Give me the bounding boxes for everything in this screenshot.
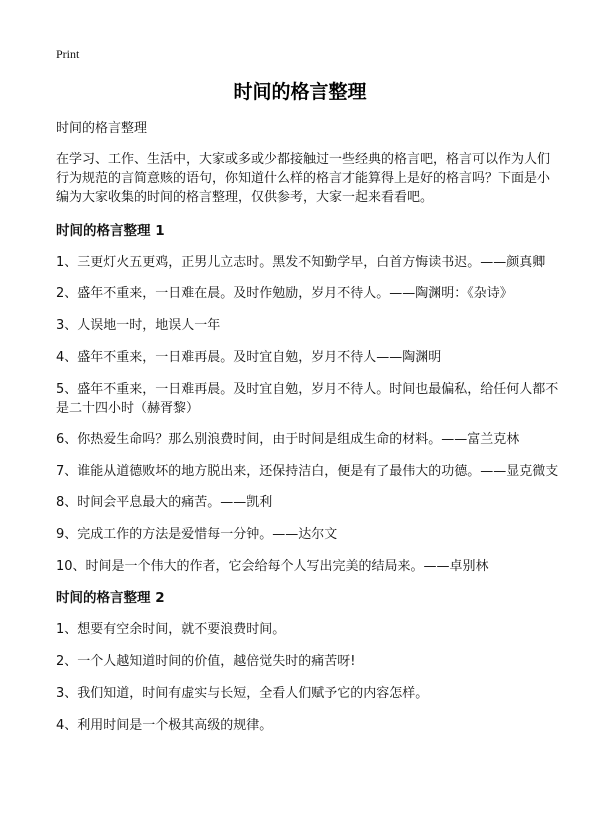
- article-subtitle: 时间的格言整理: [56, 121, 148, 136]
- quote-item: 4、盛年不重来，一日难再晨。及时宜自勉，岁月不待人——陶渊明: [56, 350, 442, 365]
- quote-item: 6、你热爱生命吗？那么别浪费时间，由于时间是组成生命的材料。——富兰克林: [56, 432, 520, 447]
- quote-item: 5、盛年不重来，一日难再晨。及时宜自勉，岁月不待人。时间也最偏私，给任何人都不是二十四小时（赫胥黎）: [56, 382, 559, 416]
- quote-item: 2、一个人越知道时间的价值，越倍觉失时的痛苦呀!: [56, 654, 356, 669]
- quote-item: 9、完成工作的方法是爱惜每一分钟。——达尔文: [56, 527, 338, 542]
- quote-item: 3、我们知道，时间有虚实与长短，全看人们赋予它的内容怎样。: [56, 686, 429, 701]
- print-link[interactable]: Print: [56, 47, 80, 61]
- section-heading-1: 时间的格言整理 1: [56, 223, 165, 239]
- section-heading-2: 时间的格言整理 2: [56, 590, 165, 606]
- quote-item: 1、想要有空余时间，就不要浪费时间。: [56, 622, 286, 637]
- quote-item: 7、谁能从道德败坏的地方脱出来，还保持洁白，便是有了最伟大的功德。——显克微支: [56, 464, 559, 479]
- quote-item: 10、时间是一个伟大的作者，它会给每个人写出完美的结局来。——卓别林: [56, 559, 489, 574]
- intro-paragraph: 在学习、工作、生活中，大家或多或少都接触过一些经典的格言吧，格言可以作为人们行为规范的言简意赅的语句，你知道什么样的格言才能算得上是好的格言吗？下面是小编为大家收集的时间的格言整理，仅供参考，大家一起来看看吧。: [56, 152, 551, 205]
- quote-item: 8、时间会平息最大的痛苦。——凯利: [56, 495, 273, 510]
- quote-item: 1、三更灯火五更鸡，正男儿立志时。黑发不知勤学早，白首方悔读书迟。——颜真卿: [56, 255, 546, 270]
- page-title: 时间的格言整理: [233, 81, 367, 103]
- quote-item: 2、盛年不重来，一日难在晨。及时作勉励，岁月不待人。——陶渊明：《杂诗》: [56, 286, 513, 301]
- article-body: [56, 119, 561, 748]
- quote-item: 4、利用时间是一个极其高级的规律。: [56, 718, 273, 733]
- quote-item: 3、人误地一时，地误人一年: [56, 318, 221, 333]
